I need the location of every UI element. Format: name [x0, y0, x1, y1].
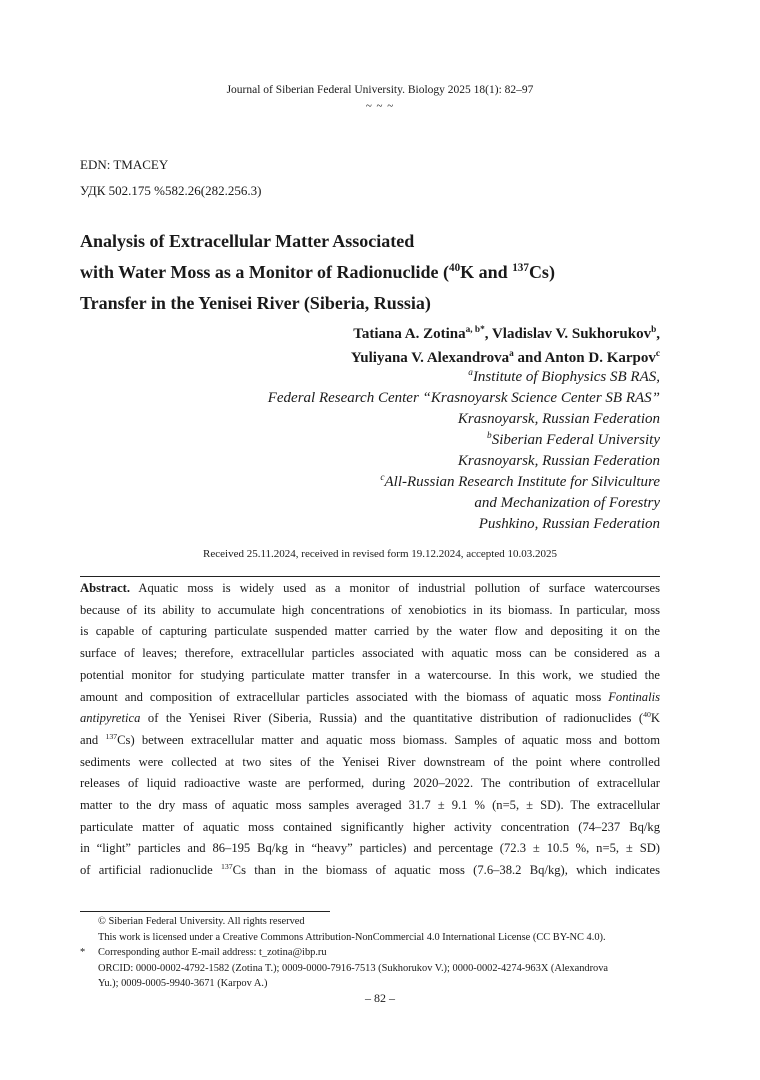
page-number: – 82 –	[365, 991, 395, 1005]
footnote-rule	[80, 911, 330, 912]
affiliation-line: Krasnoyarsk, Russian Federation	[457, 411, 660, 427]
abstract-line: amount and composition of extracellular particles associated with the biomass of aquatic moss Fontinalis	[80, 689, 660, 704]
header-ornament: ~ ~ ~	[365, 100, 395, 112]
title-line-3: Transfer in the Yenisei River (Siberia, Russia)	[80, 293, 431, 313]
affiliation-line: Federal Research Center “Krasnoyarsk Science Center SB RAS”	[267, 390, 660, 406]
footnote-orcid-cont: Yu.); 0009-0005-9940-3671 (Karpov A.)	[98, 978, 268, 989]
udk-code: УДК 502.175 %582.26(282.256.3)	[80, 183, 262, 198]
abstract-line: is capable of capturing particulate suspended matter carried by the water flow and depositing it on the	[80, 624, 660, 639]
edn-code: EDN: TMACEY	[80, 157, 169, 172]
abstract-line: Abstract. Aquatic moss is widely used as a monitor of industrial pollution of surface watercourses	[80, 581, 660, 595]
footnote-corresponding: * Corresponding author E-mail address: t_zotina@ibp.ru	[80, 947, 327, 958]
affiliation-line: Krasnoyarsk, Russian Federation	[457, 453, 660, 469]
footnote-orcid: ORCID: 0000-0002-4792-1582 (Zotina T.); 0009-0000-7916-7513 (Sukhorukov V.); 0000-0002-4274-963X (Alexandrova	[98, 962, 609, 974]
author-line-1: Tatiana A. Zotina$^{a, b*}$, Vladislav V. Sukhorukov$^b$,	[353, 325, 660, 342]
abstract	[80, 578, 660, 882]
author-name: Tatiana A. Zotina	[353, 326, 466, 342]
title-line-2: with Water Moss as a Monitor of Radionuclide ($^{40}$K and $^{137}$Cs)	[80, 262, 555, 282]
affiliation-line: $^c$All-Russian Research Institute for Silviculture	[380, 473, 660, 490]
affiliation-line: $^a$Institute of Biophysics SB RAS,	[468, 368, 660, 385]
affiliations	[268, 367, 660, 535]
affiliation-line: $^b$Siberian Federal University	[487, 431, 660, 448]
author-name: Vladislav V. Sukhorukov	[491, 326, 652, 342]
abstract-line: particulate matter of aquatic moss contained significantly higher activity concentration (74–237 Bq/kg	[80, 819, 660, 834]
abstract-line: releases of liquid radioactive waste are performed, during 2020–2022. The contribution of extracellular	[80, 776, 660, 791]
author-name: Anton D. Karpov	[544, 350, 656, 366]
author-name: Yuliyana V. Alexandrova	[350, 350, 510, 366]
footnote-license: This work is licensed under a Creative Commons Attribution-NonCommercial 4.0 International License (CC BY-NC 4.0).	[98, 931, 606, 943]
abstract-line: sediments were collected at two sites of the Yenisei River downstream of the point where controlled	[80, 754, 660, 769]
abstract-line: surface of leaves; therefore, extracellular particles associated with aquatic moss can be considered as a	[80, 646, 660, 661]
footnotes	[80, 914, 665, 992]
abstract-rule	[80, 576, 660, 577]
author-list	[351, 322, 660, 370]
abstract-label: Abstract.	[80, 581, 131, 595]
abstract-line: because of its ability to accumulate high concentrations of xenobiotics in its biomass. In particular, moss	[80, 602, 660, 617]
paper-title	[80, 226, 680, 319]
received-dates: Received 25.11.2024, received in revised form 19.12.2024, accepted 10.03.2025	[203, 548, 557, 560]
abstract-line: potential monitor for studying particulate matter transfer in a watercourse. In this work, we studied the	[80, 667, 660, 682]
abstract-line: antipyretica of the Yenisei River (Siberia, Russia) and the quantitative distribution of radionuclides ($^{40}$K	[80, 710, 660, 726]
footnote-copyright: © Siberian Federal University. All rights reserved	[98, 916, 305, 927]
affiliation-line: and Mechanization of Forestry	[474, 495, 660, 511]
title-line-1: Analysis of Extracellular Matter Associated	[80, 231, 415, 251]
author-line-2: Yuliyana V. Alexandrova$^a$ and Anton D. Karpov$^c$	[350, 349, 660, 366]
affiliation-line: Pushkino, Russian Federation	[478, 516, 660, 532]
journal-header: Journal of Siberian Federal University. Biology 2025 18(1): 82–97	[226, 84, 534, 96]
abstract-line: and $^{137}$Cs) between extracellular matter and aquatic moss biomass. Samples of aquatic moss and bottom	[80, 731, 660, 747]
abstract-line: of artificial radionuclide $^{137}$Cs than in the biomass of aquatic moss (7.6–38.2 Bq/kg), which indicates	[80, 861, 660, 878]
abstract-line: matter to the dry mass of aquatic moss samples averaged 31.7 ± 9.1 % (n=5, ± SD). The extracellular	[80, 798, 660, 813]
abstract-line: in “light” particles and 86–195 Bq/kg in “heavy” particles) and percentage (72.3 ± 10.5 %, n=5, ± SD)	[80, 841, 660, 856]
